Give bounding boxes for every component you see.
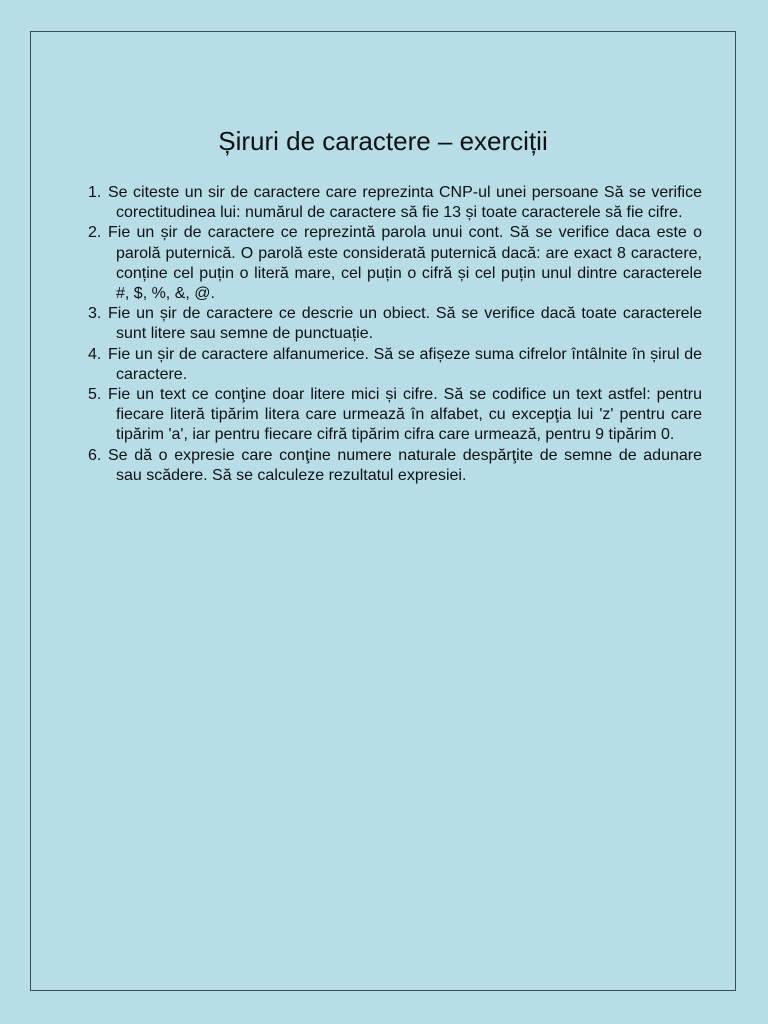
item-number: 4. — [88, 345, 102, 363]
list-item — [88, 304, 702, 344]
item-text: Fie un text ce conţine doar litere mici și cifre. Să se codifice un text astfel: pentru fiecare literă tipărim litera care urmează în alfabet, cu excepţia lui 'z' pentru care tipărim 'a', iar pentru fiecare cifră tipărim cifra care urmează, pentru 9 tipărim 0. — [108, 386, 702, 444]
item-text: Fie un șir de caractere alfanumerice. Să se afișeze suma cifrelor întâlnite în șirul de caractere. — [108, 345, 702, 383]
exercise-list — [88, 183, 702, 486]
item-text: Se dă o expresie care conţine numere naturale despărţite de semne de adunare sau scădere. Să se calculeze rezultatul expresiei. — [108, 446, 702, 484]
list-item — [88, 183, 702, 223]
list-item — [88, 446, 702, 486]
item-number: 6. — [88, 446, 102, 464]
item-text: Se citeste un sir de caractere care reprezinta CNP-ul unei persoane Să se verifice corectitudinea lui: numărul de caractere să fie 13 și toate caracterele să fie cifre. — [108, 184, 702, 222]
list-item — [88, 223, 702, 304]
document-page — [30, 31, 736, 991]
item-number: 2. — [88, 224, 102, 242]
item-number: 3. — [88, 305, 102, 323]
item-number: 1. — [88, 184, 102, 201]
list-item — [88, 345, 702, 385]
page-title: Șiruri de caractere – exerciții — [218, 126, 548, 156]
item-number: 5. — [88, 386, 102, 404]
item-text: Fie un șir de caractere ce descrie un obiect. Să se verifice dacă toate caracterele sunt litere sau semne de punctuație. — [108, 305, 702, 343]
list-item — [88, 385, 702, 446]
item-text: Fie un șir de caractere ce reprezintă parola unui cont. Să se verifice daca este o parolă puternică. O parolă este considerată puternică dacă: are exact 8 caractere, conține cel puțin o literă mare, cel puțin o cifră și cel puțin unul dintre caracterele #, $, %, &, @. — [108, 224, 702, 303]
